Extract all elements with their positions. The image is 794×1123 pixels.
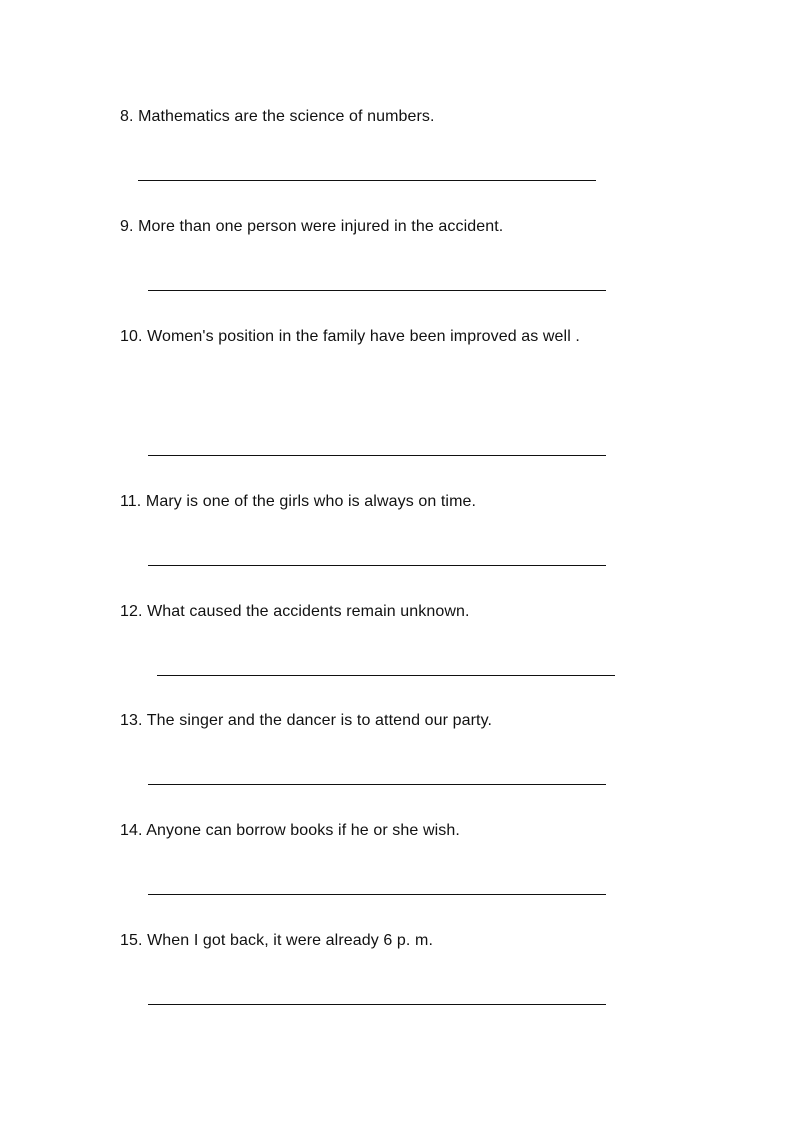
question-12-text: 12. What caused the accidents remain unknown. [120,603,470,620]
question-10-text: 10. Women's position in the family have been improved as well . [120,328,580,345]
answer-line-14[interactable] [148,894,606,895]
question-9-text: 9. More than one person were injured in the accident. [120,218,504,235]
question-15-text: 15. When I got back, it were already 6 p. m. [120,932,433,949]
answer-line-13[interactable] [148,784,606,785]
question-13-text: 13. The singer and the dancer is to attend our party. [120,712,493,729]
question-8-text: 8. Mathematics are the science of numbers. [120,108,435,125]
answer-line-10[interactable] [148,455,606,456]
question-14-text: 14. Anyone can borrow books if he or she wish. [120,822,460,839]
answer-line-11[interactable] [148,565,606,566]
answer-line-9[interactable] [148,290,606,291]
answer-line-8[interactable] [138,180,596,181]
answer-line-12[interactable] [157,675,615,676]
question-11-text: 11. Mary is one of the girls who is always on time. [120,493,477,510]
answer-line-15[interactable] [148,1004,606,1005]
